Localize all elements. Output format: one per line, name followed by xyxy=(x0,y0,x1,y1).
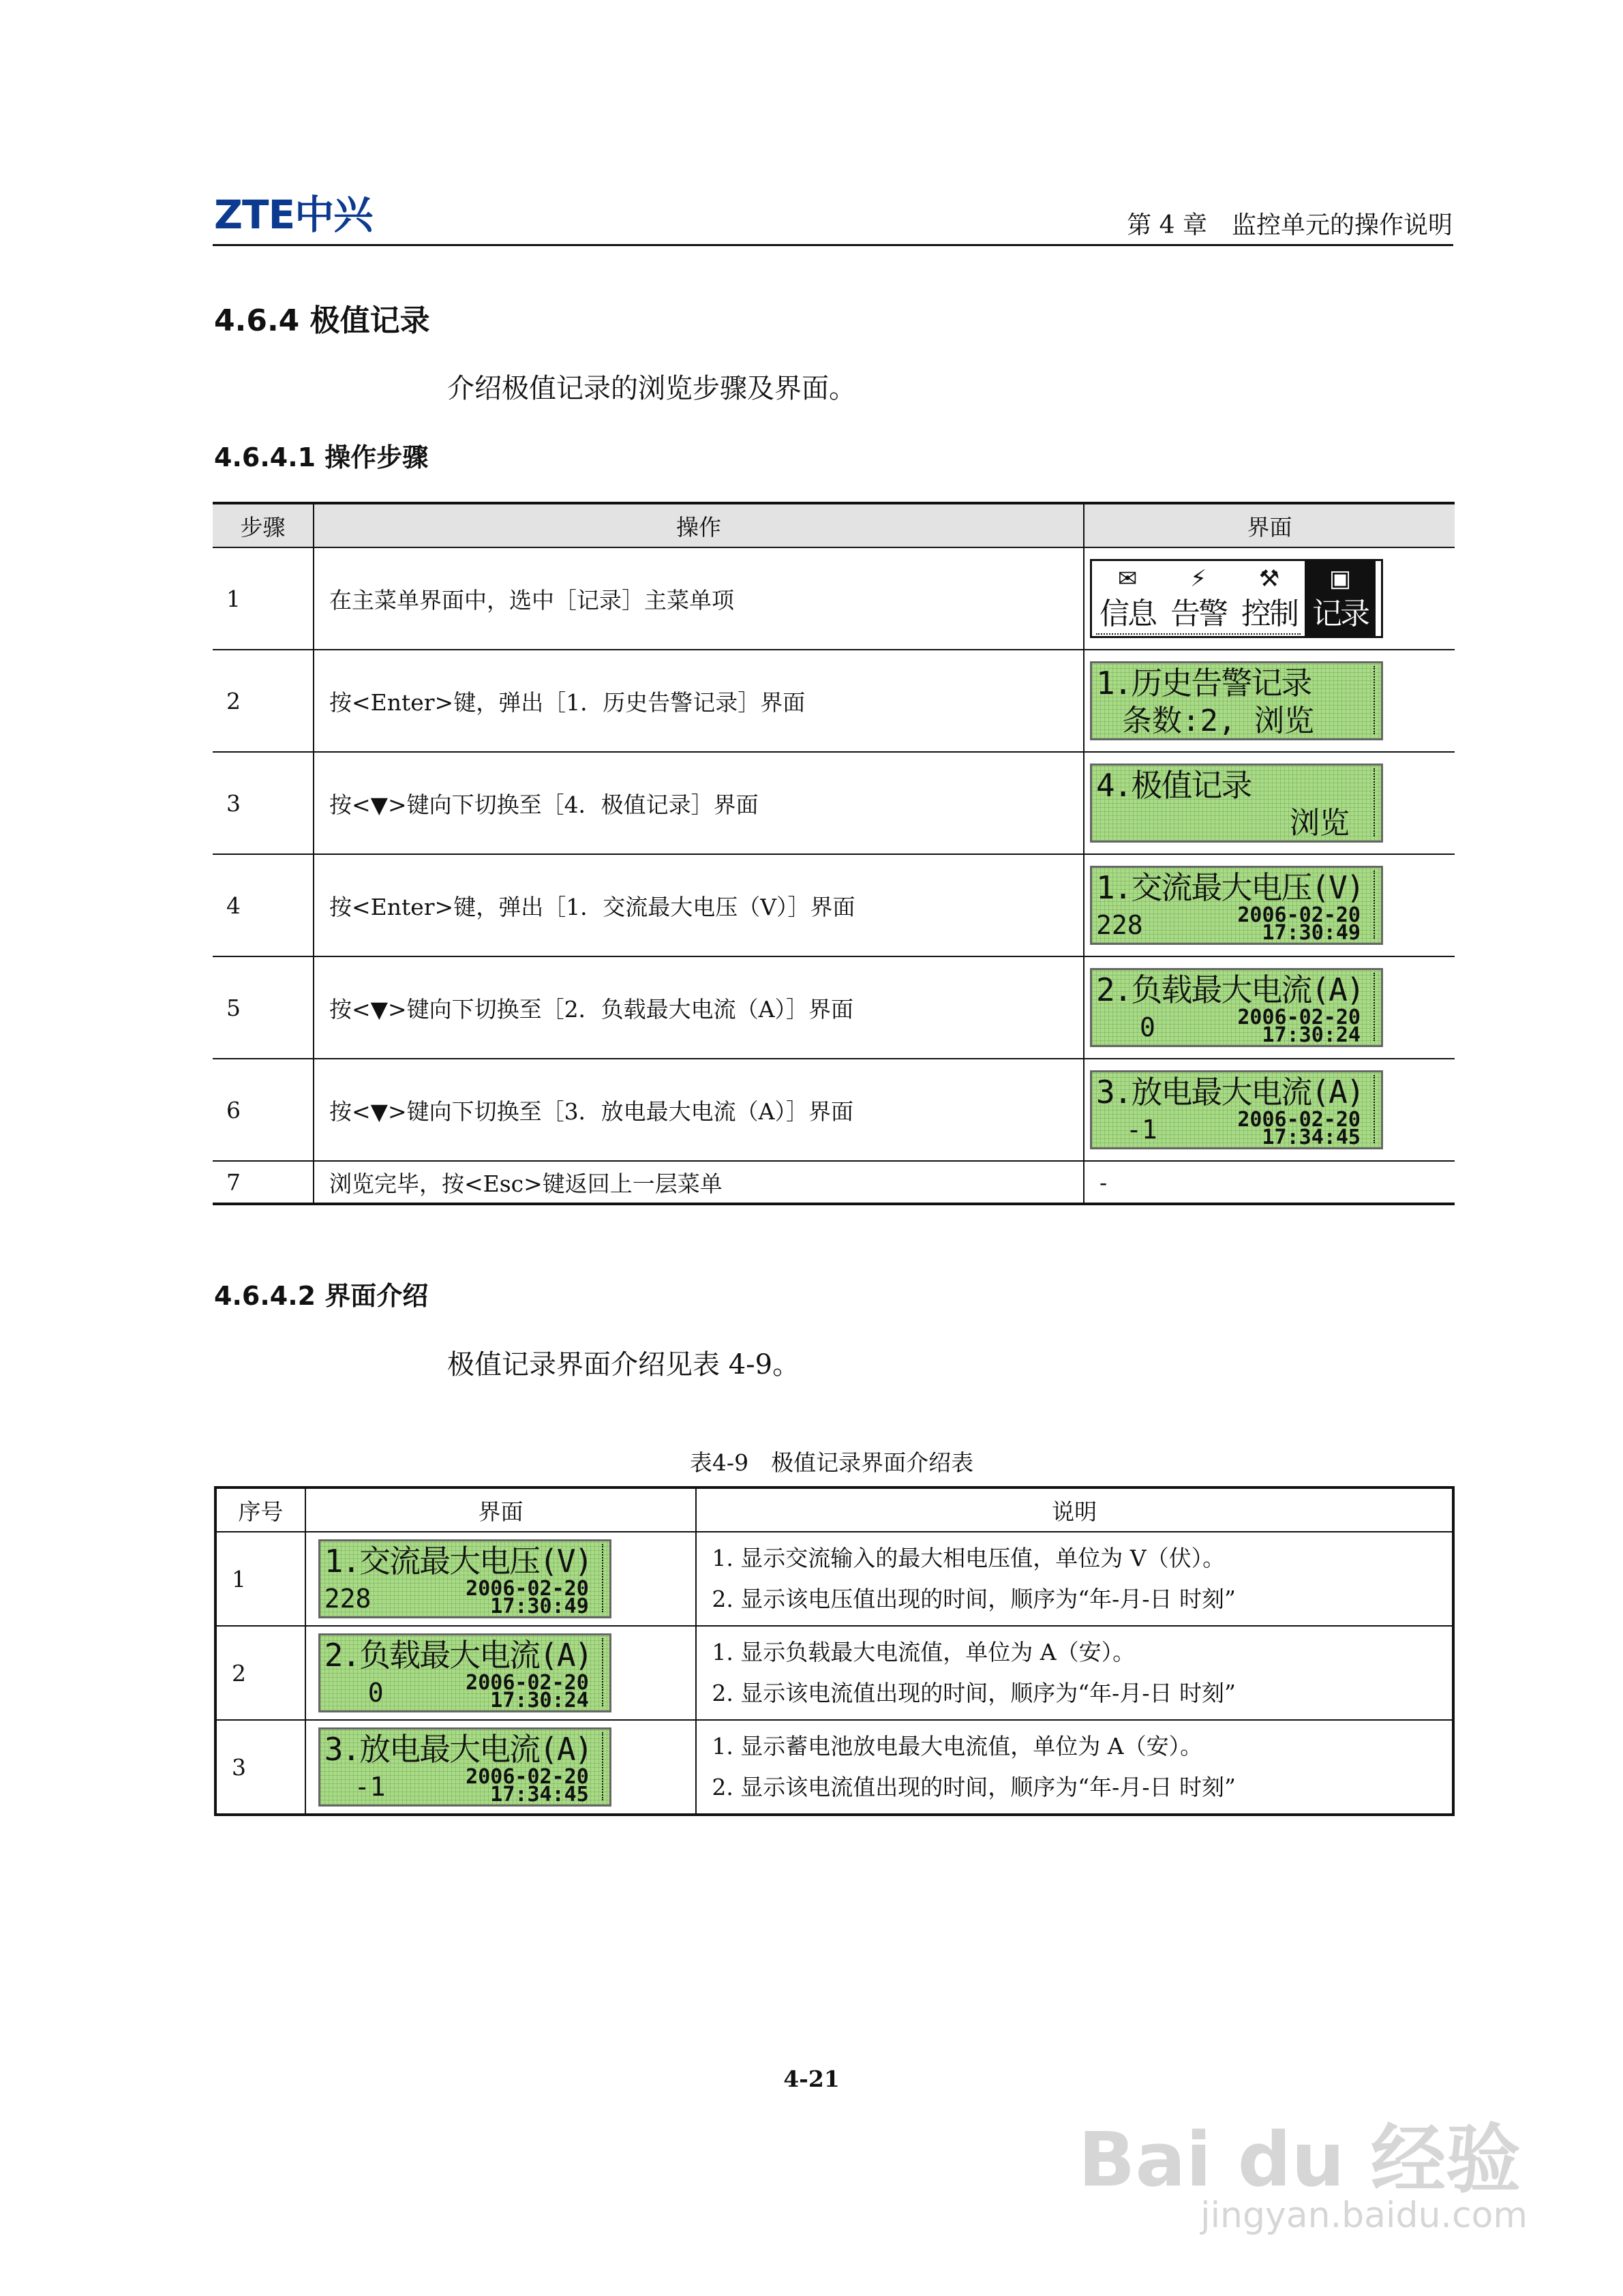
watermark-url: jingyan.baidu.com xyxy=(1200,2195,1528,2236)
table-row xyxy=(215,1720,1453,1815)
lcd-title: 1.交流最大电压(V) xyxy=(324,1543,592,1580)
lcd-line2: 条数:2, 浏览 xyxy=(1122,704,1314,738)
desc-line: 2. 显示该电流值出现的时间，顺序为“年-月-日 时刻” xyxy=(712,1680,1236,1706)
col-step: 步骤 xyxy=(213,503,314,547)
lcd-value: 0 xyxy=(1140,1012,1155,1042)
ui-heading: 4.6.4.2 界面介绍 xyxy=(214,1281,429,1311)
lcd-time: 17:30:49 xyxy=(490,1595,589,1618)
step-screen xyxy=(1084,1059,1455,1161)
step-num: 1 xyxy=(213,547,314,650)
row-index: 2 xyxy=(215,1626,305,1720)
menu-label: 控制 xyxy=(1241,596,1297,631)
lcd-time: 17:34:45 xyxy=(490,1783,589,1807)
step-num: 3 xyxy=(213,752,314,854)
discharge-current-screen xyxy=(1090,1070,1383,1149)
menu-label: 信息 xyxy=(1099,596,1155,631)
menu-record xyxy=(1305,561,1376,636)
lcd-title: 3.放电最大电流(A) xyxy=(1096,1074,1364,1111)
table-row xyxy=(215,1626,1453,1720)
lcd-date: 2006-02-20 xyxy=(466,1577,589,1601)
scrollbar xyxy=(602,1544,607,1612)
lcd-time: 17:30:24 xyxy=(1262,1023,1361,1047)
table-row xyxy=(215,1532,1453,1626)
step-op: 按<Enter>键，弹出［1．交流最大电压（V）］界面 xyxy=(314,854,1084,956)
lcd-title: 1.历史告警记录 xyxy=(1096,665,1311,701)
desc-line: 1. 显示交流输入的最大相电压值，单位为 V（伏）。 xyxy=(712,1545,1226,1571)
lcd-title: 1.交流最大电压(V) xyxy=(1096,869,1364,906)
desc-line: 1. 显示负载最大电流值，单位为 A（安）。 xyxy=(712,1639,1136,1665)
row-screen xyxy=(305,1626,697,1720)
table-row xyxy=(213,956,1455,1059)
scrollbar xyxy=(1374,768,1378,836)
table-caption: 表4-9 极值记录界面介绍表 xyxy=(689,1449,974,1476)
row-description xyxy=(696,1532,1453,1626)
step-screen xyxy=(1084,650,1455,752)
table-row xyxy=(213,650,1455,752)
steps-table xyxy=(213,502,1455,1205)
scrollbar xyxy=(1374,973,1378,1041)
step-num: 5 xyxy=(213,956,314,1059)
menu-underline xyxy=(1096,633,1301,635)
lcd-time: 17:30:24 xyxy=(490,1689,589,1712)
step-screen: - xyxy=(1084,1161,1455,1204)
header-rule xyxy=(213,244,1453,246)
row-index: 1 xyxy=(215,1532,305,1626)
col-operation: 操作 xyxy=(314,503,1084,547)
scrollbar xyxy=(1374,871,1378,939)
step-op: 浏览完毕，按<Esc>键返回上一层菜单 xyxy=(314,1161,1084,1204)
history-alarm-screen xyxy=(1090,661,1383,740)
load-current-screen xyxy=(318,1633,611,1712)
lcd-date: 2006-02-20 xyxy=(466,1765,589,1789)
envelope-icon: ✉ xyxy=(1117,565,1138,592)
chapter-title: 第 4 章 监控单元的操作说明 xyxy=(1127,211,1453,239)
desc-line: 2. 显示该电压值出现的时间，顺序为“年-月-日 时刻” xyxy=(712,1586,1236,1612)
load-current-screen xyxy=(1090,968,1383,1047)
lcd-date: 2006-02-20 xyxy=(1237,903,1361,927)
ac-voltage-screen xyxy=(318,1539,611,1618)
section-title: 4.6.4 极值记录 xyxy=(214,303,430,338)
col-screen: 界面 xyxy=(1084,503,1455,547)
scrollbar xyxy=(602,1732,607,1800)
zte-logo: ZTE中兴 xyxy=(214,192,373,238)
lcd-value: 228 xyxy=(1096,910,1143,940)
lcd-value: -1 xyxy=(1126,1115,1157,1145)
scrollbar xyxy=(1374,1075,1378,1143)
section-intro: 介绍极值记录的浏览步骤及界面。 xyxy=(447,373,856,404)
row-description xyxy=(696,1720,1453,1815)
step-op: 在主菜单界面中，选中［记录］主菜单项 xyxy=(314,547,1084,650)
lcd-title: 3.放电最大电流(A) xyxy=(324,1731,592,1768)
step-num: 7 xyxy=(226,1168,241,1196)
page-number: 4-21 xyxy=(783,2066,840,2092)
table-row xyxy=(213,1059,1455,1161)
menu-alarm xyxy=(1163,561,1234,636)
discharge-current-screen xyxy=(318,1727,611,1807)
step-screen xyxy=(1084,547,1455,650)
step-op: 按<▼>键向下切换至［3．放电最大电流（A）］界面 xyxy=(314,1059,1084,1161)
steps-header-row xyxy=(213,503,1455,547)
step-screen xyxy=(1084,956,1455,1059)
scrollbar xyxy=(602,1638,607,1706)
lcd-time: 17:30:49 xyxy=(1262,921,1361,945)
col-description: 说明 xyxy=(696,1487,1453,1532)
row-screen xyxy=(305,1532,697,1626)
interface-header-row xyxy=(215,1487,1453,1532)
lcd-date: 2006-02-20 xyxy=(1237,1108,1361,1132)
step-screen xyxy=(1084,752,1455,854)
desc-line: 2. 显示该电流值出现的时间，顺序为“年-月-日 时刻” xyxy=(712,1774,1236,1800)
lcd-date: 2006-02-20 xyxy=(466,1671,589,1695)
menu-control xyxy=(1234,561,1305,636)
steps-heading: 4.6.4.1 操作步骤 xyxy=(214,442,429,472)
step-num: 6 xyxy=(213,1059,314,1161)
record-icon: ▣ xyxy=(1329,565,1352,592)
lcd-title: 2.负载最大电流(A) xyxy=(324,1637,592,1674)
step-screen xyxy=(1084,854,1455,956)
menu-label: 告警 xyxy=(1170,596,1226,631)
step-num: 2 xyxy=(213,650,314,752)
table-row xyxy=(213,547,1455,650)
lcd-value: -1 xyxy=(354,1772,386,1802)
menu-info xyxy=(1092,561,1163,636)
step-op: 按<▼>键向下切换至［4．极值记录］界面 xyxy=(314,752,1084,854)
desc-line: 1. 显示蓄电池放电最大电流值，单位为 A（安）。 xyxy=(712,1733,1203,1759)
lcd-value: 0 xyxy=(367,1678,384,1708)
lcd-line2: 浏览 xyxy=(1290,806,1350,841)
interface-table xyxy=(214,1486,1455,1816)
lcd-date: 2006-02-20 xyxy=(1237,1006,1361,1029)
scrollbar xyxy=(1374,666,1378,734)
table-row xyxy=(213,1161,1455,1204)
ui-intro: 极值记录界面介绍见表 4-9。 xyxy=(447,1349,800,1380)
main-menu-screen xyxy=(1090,559,1383,638)
menu-label: 记录 xyxy=(1312,596,1368,631)
lcd-title: 2.负载最大电流(A) xyxy=(1096,971,1364,1008)
row-index: 3 xyxy=(215,1720,305,1815)
lcd-title: 4.极值记录 xyxy=(1096,767,1252,804)
step-op: 按<Enter>键，弹出［1．历史告警记录］界面 xyxy=(314,650,1084,752)
col-interface: 界面 xyxy=(305,1487,697,1532)
lightning-icon: ⚡ xyxy=(1190,565,1207,592)
baidu-watermark: Bai du 经验 xyxy=(1078,2116,1521,2203)
lcd-time: 17:34:45 xyxy=(1262,1126,1361,1149)
step-op: 按<▼>键向下切换至［2．负载最大电流（A）］界面 xyxy=(314,956,1084,1059)
row-description xyxy=(696,1626,1453,1720)
ac-voltage-screen xyxy=(1090,866,1383,945)
step-num: 4 xyxy=(213,854,314,956)
extreme-record-screen xyxy=(1090,764,1383,843)
row-screen xyxy=(305,1720,697,1815)
table-row xyxy=(213,752,1455,854)
col-index: 序号 xyxy=(215,1487,305,1532)
table-row xyxy=(213,854,1455,956)
lcd-value: 228 xyxy=(324,1584,371,1614)
tools-icon: ⚒ xyxy=(1258,565,1280,592)
